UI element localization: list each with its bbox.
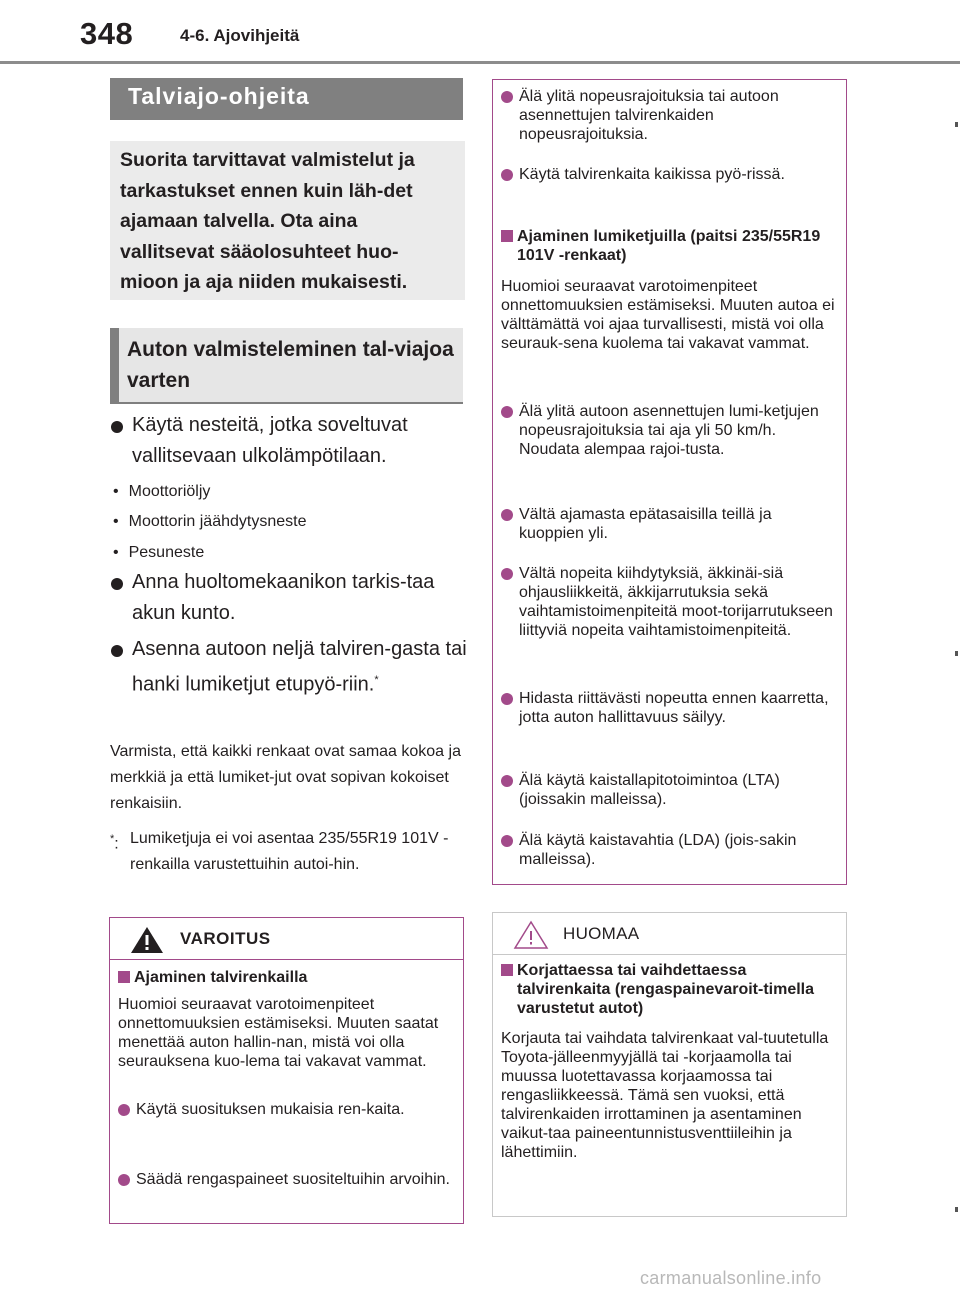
- footnote-marker: *: [374, 674, 379, 686]
- warning-item: Älä käytä kaistavahtia (LDA) (jois-sakin malleissa).: [501, 831, 836, 869]
- warning-item: Käytä suosituksen mukaisia ren-kaita.: [118, 1100, 453, 1119]
- page-number: 348: [80, 16, 134, 51]
- notice-box: [492, 912, 847, 1217]
- warning-item: Säädä rengaspaineet suositeltuihin arvoihin.: [118, 1170, 453, 1189]
- section-title: 4-6. Ajovihjeitä: [180, 26, 300, 45]
- header-divider: [0, 61, 960, 64]
- notice-triangle-icon: [513, 920, 549, 950]
- main-item-tires: Asenna autoon neljä talviren-gasta tai hanki lumiketjut etupyö-riin.: [132, 638, 467, 696]
- fluid-item: • Moottorin jäähdytysneste: [113, 512, 306, 532]
- warning-header: [110, 918, 463, 960]
- chains-text: Huomioi seuraavat varotoimenpiteet onnettomuuksien estämiseksi. Muuten autoa ei välttämättä voi ajaa turvallisesti, mistä voi olla seurauk-sena kuolema tai vakavat vammat.: [501, 278, 835, 352]
- footnote: *: Lumiketjuja ei voi asentaa 235/55R19 101V -renkailla varustettuihin autoi-hin.: [110, 826, 465, 878]
- notice-text: Korjauta tai vaihdata talvirenkaat val-tuutetulla Toyota-jälleenmyyjällä tai -korjaamolla tai muussa luotettavassa korjaamossa tai rengasliikkeessä. Tämä sen vuoksi, että talvirenkaiden irrottaminen ja asentaminen vaikut-taa paineentunnistusventtiileihin ja lähettimiin.: [501, 1030, 829, 1161]
- warning-item: Hidasta riittävästi nopeutta ennen kaarretta, jotta auton hallittavuus säilyy.: [501, 689, 836, 727]
- warning-item: Vältä ajamasta epätasaisilla teillä ja kuoppien yli.: [501, 505, 836, 543]
- warning-subhead: Ajaminen talvirenkailla: [118, 968, 453, 987]
- footnote-text: Lumiketjuja ei voi asentaa 235/55R19 101V -renkailla varustettuihin autoi-hin.: [130, 830, 449, 873]
- tire-paragraph: Varmista, että kaikki renkaat ovat samaa kokoa ja merkkiä ja että lumiket-jut ovat sopivan kokoiset renkaisiin.: [110, 743, 461, 812]
- main-item-battery: Anna huoltomekaanikon tarkis-taa akun kunto.: [132, 571, 435, 624]
- main-list-item: [110, 567, 470, 629]
- edge-mark: [955, 122, 958, 127]
- warning-title: VAROITUS: [180, 929, 271, 948]
- warning-triangle-icon: [130, 926, 164, 954]
- winter-driving-title: Talviajo-ohjeita: [128, 83, 310, 109]
- notice-title: HUOMAA: [563, 924, 640, 943]
- winter-driving-heading: [110, 78, 463, 120]
- warning-continued-box: [492, 79, 847, 885]
- chains-subhead: Ajaminen lumiketjuilla (paitsi 235/55R19 101V -renkaat): [501, 227, 836, 265]
- warning-item: Älä ylitä nopeusrajoituksia tai autoon asennettujen talvirenkaiden nopeusrajoituksia.: [501, 87, 836, 144]
- warning-item: Älä käytä kaistallapitotoimintoa (LTA) (joissakin malleissa).: [501, 771, 836, 809]
- notice-subhead: Korjattaessa tai vaihdettaessa talvirenkaita (rengaspainevaroit-timella varustetut autot): [501, 961, 836, 1018]
- notice-header: [493, 913, 846, 955]
- heading-bar: [110, 328, 119, 402]
- warning-item: Käytä talvirenkaita kaikissa pyö-rissä.: [501, 165, 836, 184]
- watermark-text: carmanualsonline.info: [640, 1268, 822, 1288]
- preparation-title: Auton valmisteleminen tal-viajoa varten: [127, 338, 454, 392]
- warning-item: Älä ylitä autoon asennettujen lumi-ketjujen nopeusrajoituksia tai aja yli 50 km/h. Noudata alempaa rajoi-tusta.: [501, 402, 836, 459]
- footnote-mark: *: [110, 833, 115, 845]
- warning-text: Huomioi seuraavat varotoimenpiteet onnettomuuksien estämiseksi. Muuten saatat menettää auton hallin-nan, mistä voi olla seurauksena kuo-lema tai vakavat vammat.: [118, 996, 439, 1070]
- main-list-item: [110, 410, 470, 472]
- intro-text: Suorita tarvittavat valmistelut ja tarkastukset ennen kuin läh-det ajamaan talvella. Ota aina vallitsevat sääolosuhteet huo-mioon ja aja niiden mukaisesti.: [120, 149, 415, 293]
- intro-box: [110, 141, 465, 300]
- fluid-item: • Moottoriöljy: [113, 482, 210, 502]
- edge-mark: [955, 651, 958, 656]
- page-header: [0, 0, 960, 64]
- main-item-fluids: Käytä nesteitä, jotka soveltuvat vallitsevaan ulkolämpötilaan.: [132, 414, 408, 467]
- fluid-item: • Pesuneste: [113, 543, 204, 563]
- warning-box: [109, 917, 464, 1224]
- edge-mark: [955, 1207, 958, 1212]
- preparation-heading: [110, 328, 463, 404]
- warning-item: Vältä nopeita kiihdytyksiä, äkkinäi-siä ohjausliikkeitä, äkkijarrutuksia sekä vaihtamistoimenpiteitä moot-torijarrutukseen liittyviä nopeita vaihtamistoimenpiteitä.: [501, 564, 836, 640]
- main-list-item: [110, 634, 470, 701]
